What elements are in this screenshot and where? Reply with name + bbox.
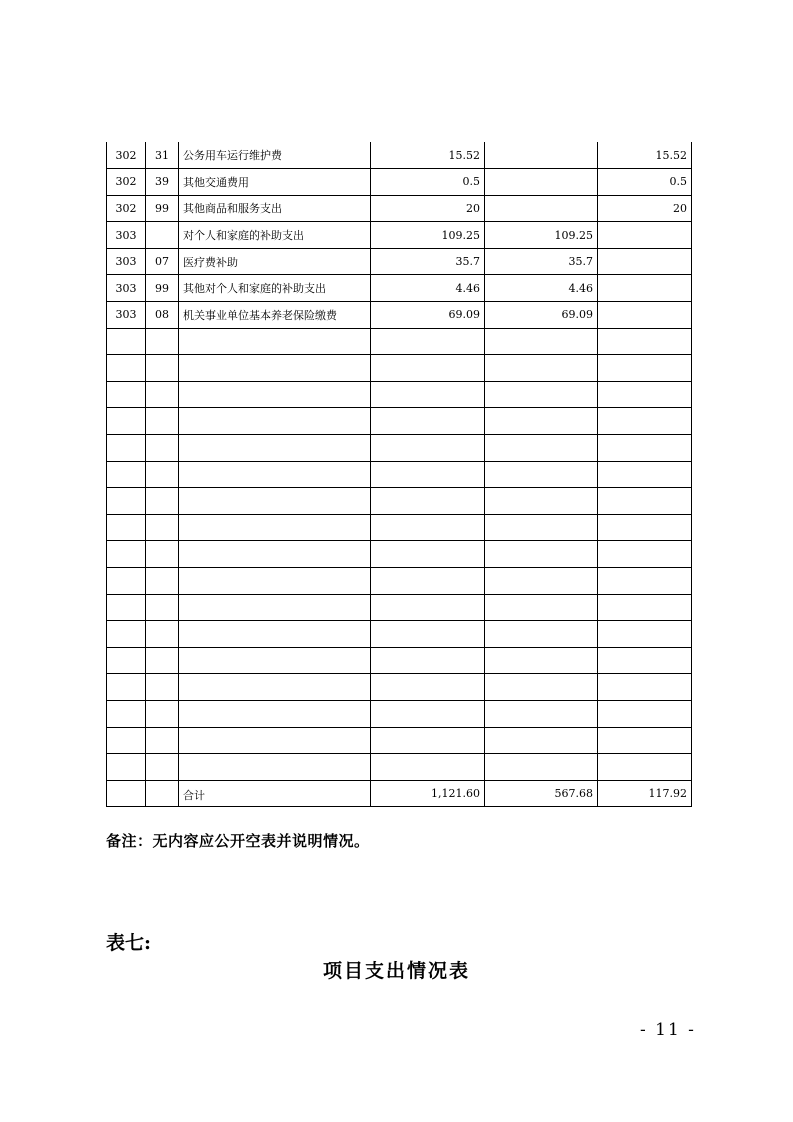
cell-subject-name [179,408,371,435]
cell-subject-name [179,435,371,462]
total-project-value: 117.92 [598,780,692,807]
cell-subject-name [179,754,371,781]
cell-subject-name [179,461,371,488]
table-row [107,541,692,568]
cell-subject-name [179,328,371,355]
cell-project-expenditure: 20 [598,195,692,222]
cell-project-expenditure [598,568,692,595]
cell-subject-name [179,541,371,568]
cell-class-code: 303 [107,248,146,275]
cell-item-code [146,621,179,648]
cell-class-code: 303 [107,302,146,329]
cell-item-code [146,328,179,355]
cell-basic-expenditure [485,169,598,196]
cell-basic-expenditure [485,621,598,648]
cell-basic-expenditure [485,594,598,621]
cell-project-expenditure [598,594,692,621]
cell-item-code [146,408,179,435]
cell-project-expenditure [598,700,692,727]
table-row [107,461,692,488]
cell-project-expenditure [598,435,692,462]
table-row [107,355,692,382]
cell-total [371,700,485,727]
table-row [107,248,692,275]
table-row [107,754,692,781]
cell-project-expenditure [598,248,692,275]
cell-item-code: 07 [146,248,179,275]
cell-item-code [146,541,179,568]
cell-total: 0.5 [371,169,485,196]
table-row [107,674,692,701]
table-row [107,169,692,196]
page-number: - 11 - [640,1020,696,1040]
cell-class-code: 303 [107,275,146,302]
table-row [107,700,692,727]
cell-item-code [146,355,179,382]
table-row [107,594,692,621]
cell-item-code [146,754,179,781]
cell-project-expenditure [598,647,692,674]
cell-project-expenditure [598,222,692,249]
table-row [107,727,692,754]
cell-subject-name [179,727,371,754]
cell-project-expenditure: 15.52 [598,142,692,169]
cell-basic-expenditure [485,727,598,754]
cell-basic-expenditure [485,355,598,382]
cell-item-code [146,594,179,621]
table-row [107,302,692,329]
cell-class-code [107,727,146,754]
table-total-row [107,780,692,807]
cell-subject-name: 公务用车运行维护费 [179,142,371,169]
cell-total: 69.09 [371,302,485,329]
cell-item-code [146,727,179,754]
cell-total: 4.46 [371,275,485,302]
table-row [107,514,692,541]
table-note: 备注：无内容应公开空表并说明情况。 [106,832,370,850]
table-row [107,568,692,595]
total-basic-value: 567.68 [485,780,598,807]
cell-total [371,381,485,408]
table-row [107,647,692,674]
cell-project-expenditure [598,514,692,541]
cell-subject-name [179,381,371,408]
cell-class-code [107,674,146,701]
table-row [107,488,692,515]
cell-subject-name: 对个人和家庭的补助支出 [179,222,371,249]
cell-basic-expenditure [485,461,598,488]
cell-class-code [107,461,146,488]
cell-total: 20 [371,195,485,222]
cell-total [371,435,485,462]
total-label: 合计 [179,780,371,807]
cell-project-expenditure [598,381,692,408]
cell-item-code [146,514,179,541]
cell-item-code: 31 [146,142,179,169]
cell-basic-expenditure [485,568,598,595]
total-value: 1,121.60 [371,780,485,807]
cell-subject-name [179,355,371,382]
cell-total: 35.7 [371,248,485,275]
cell-basic-expenditure [485,381,598,408]
next-table-title: 项目支出情况表 [322,960,470,982]
cell-project-expenditure [598,275,692,302]
cell-item-code [146,222,179,249]
cell-basic-expenditure [485,488,598,515]
cell-class-code [107,700,146,727]
cell-item-code [146,381,179,408]
cell-total [371,621,485,648]
cell-item-code [146,780,179,807]
table-row [107,195,692,222]
cell-class-code [107,541,146,568]
cell-basic-expenditure: 35.7 [485,248,598,275]
cell-item-code: 39 [146,169,179,196]
cell-basic-expenditure [485,754,598,781]
cell-project-expenditure [598,328,692,355]
cell-total [371,568,485,595]
table-row [107,381,692,408]
cell-item-code: 99 [146,195,179,222]
cell-item-code [146,568,179,595]
cell-class-code: 302 [107,169,146,196]
cell-item-code: 08 [146,302,179,329]
cell-total [371,461,485,488]
table-row [107,222,692,249]
cell-item-code [146,674,179,701]
cell-subject-name [179,700,371,727]
cell-project-expenditure [598,621,692,648]
cell-class-code [107,780,146,807]
cell-total [371,514,485,541]
cell-project-expenditure [598,541,692,568]
table-row [107,275,692,302]
cell-basic-expenditure [485,514,598,541]
cell-class-code [107,488,146,515]
cell-class-code [107,647,146,674]
cell-class-code: 303 [107,222,146,249]
cell-basic-expenditure [485,435,598,462]
cell-total [371,674,485,701]
cell-class-code: 302 [107,142,146,169]
cell-basic-expenditure [485,328,598,355]
cell-item-code [146,488,179,515]
table-row [107,435,692,462]
cell-class-code [107,355,146,382]
expenditure-table [106,142,692,807]
cell-total [371,488,485,515]
cell-subject-name [179,514,371,541]
cell-project-expenditure [598,302,692,329]
cell-subject-name: 其他对个人和家庭的补助支出 [179,275,371,302]
cell-total [371,647,485,674]
cell-project-expenditure: 0.5 [598,169,692,196]
cell-project-expenditure [598,674,692,701]
cell-basic-expenditure: 109.25 [485,222,598,249]
table-row [107,408,692,435]
cell-subject-name: 医疗费补助 [179,248,371,275]
cell-basic-expenditure [485,647,598,674]
cell-project-expenditure [598,727,692,754]
cell-item-code [146,435,179,462]
cell-total: 109.25 [371,222,485,249]
cell-class-code [107,328,146,355]
cell-total [371,594,485,621]
cell-total: 15.52 [371,142,485,169]
cell-basic-expenditure [485,700,598,727]
cell-subject-name [179,568,371,595]
expenditure-table-body [107,142,692,807]
cell-class-code: 302 [107,195,146,222]
cell-item-code [146,700,179,727]
cell-class-code [107,594,146,621]
cell-subject-name: 其他商品和服务支出 [179,195,371,222]
cell-basic-expenditure: 69.09 [485,302,598,329]
cell-total [371,541,485,568]
cell-project-expenditure [598,488,692,515]
cell-subject-name [179,647,371,674]
cell-class-code [107,435,146,462]
cell-class-code [107,408,146,435]
cell-basic-expenditure [485,195,598,222]
cell-class-code [107,754,146,781]
cell-item-code: 99 [146,275,179,302]
cell-item-code [146,647,179,674]
cell-project-expenditure [598,461,692,488]
cell-class-code [107,568,146,595]
cell-item-code [146,461,179,488]
cell-subject-name: 其他交通费用 [179,169,371,196]
cell-class-code [107,621,146,648]
cell-basic-expenditure [485,541,598,568]
cell-basic-expenditure [485,142,598,169]
cell-basic-expenditure [485,408,598,435]
cell-total [371,727,485,754]
next-table-label: 表七: [106,932,152,954]
cell-subject-name [179,621,371,648]
cell-project-expenditure [598,408,692,435]
cell-total [371,355,485,382]
table-row [107,142,692,169]
cell-project-expenditure [598,754,692,781]
cell-total [371,328,485,355]
cell-total [371,754,485,781]
cell-basic-expenditure [485,674,598,701]
cell-total [371,408,485,435]
cell-basic-expenditure: 4.46 [485,275,598,302]
cell-class-code [107,381,146,408]
cell-subject-name [179,674,371,701]
cell-project-expenditure [598,355,692,382]
cell-subject-name: 机关事业单位基本养老保险缴费 [179,302,371,329]
cell-class-code [107,514,146,541]
table-row [107,328,692,355]
table-row [107,621,692,648]
cell-subject-name [179,594,371,621]
cell-subject-name [179,488,371,515]
